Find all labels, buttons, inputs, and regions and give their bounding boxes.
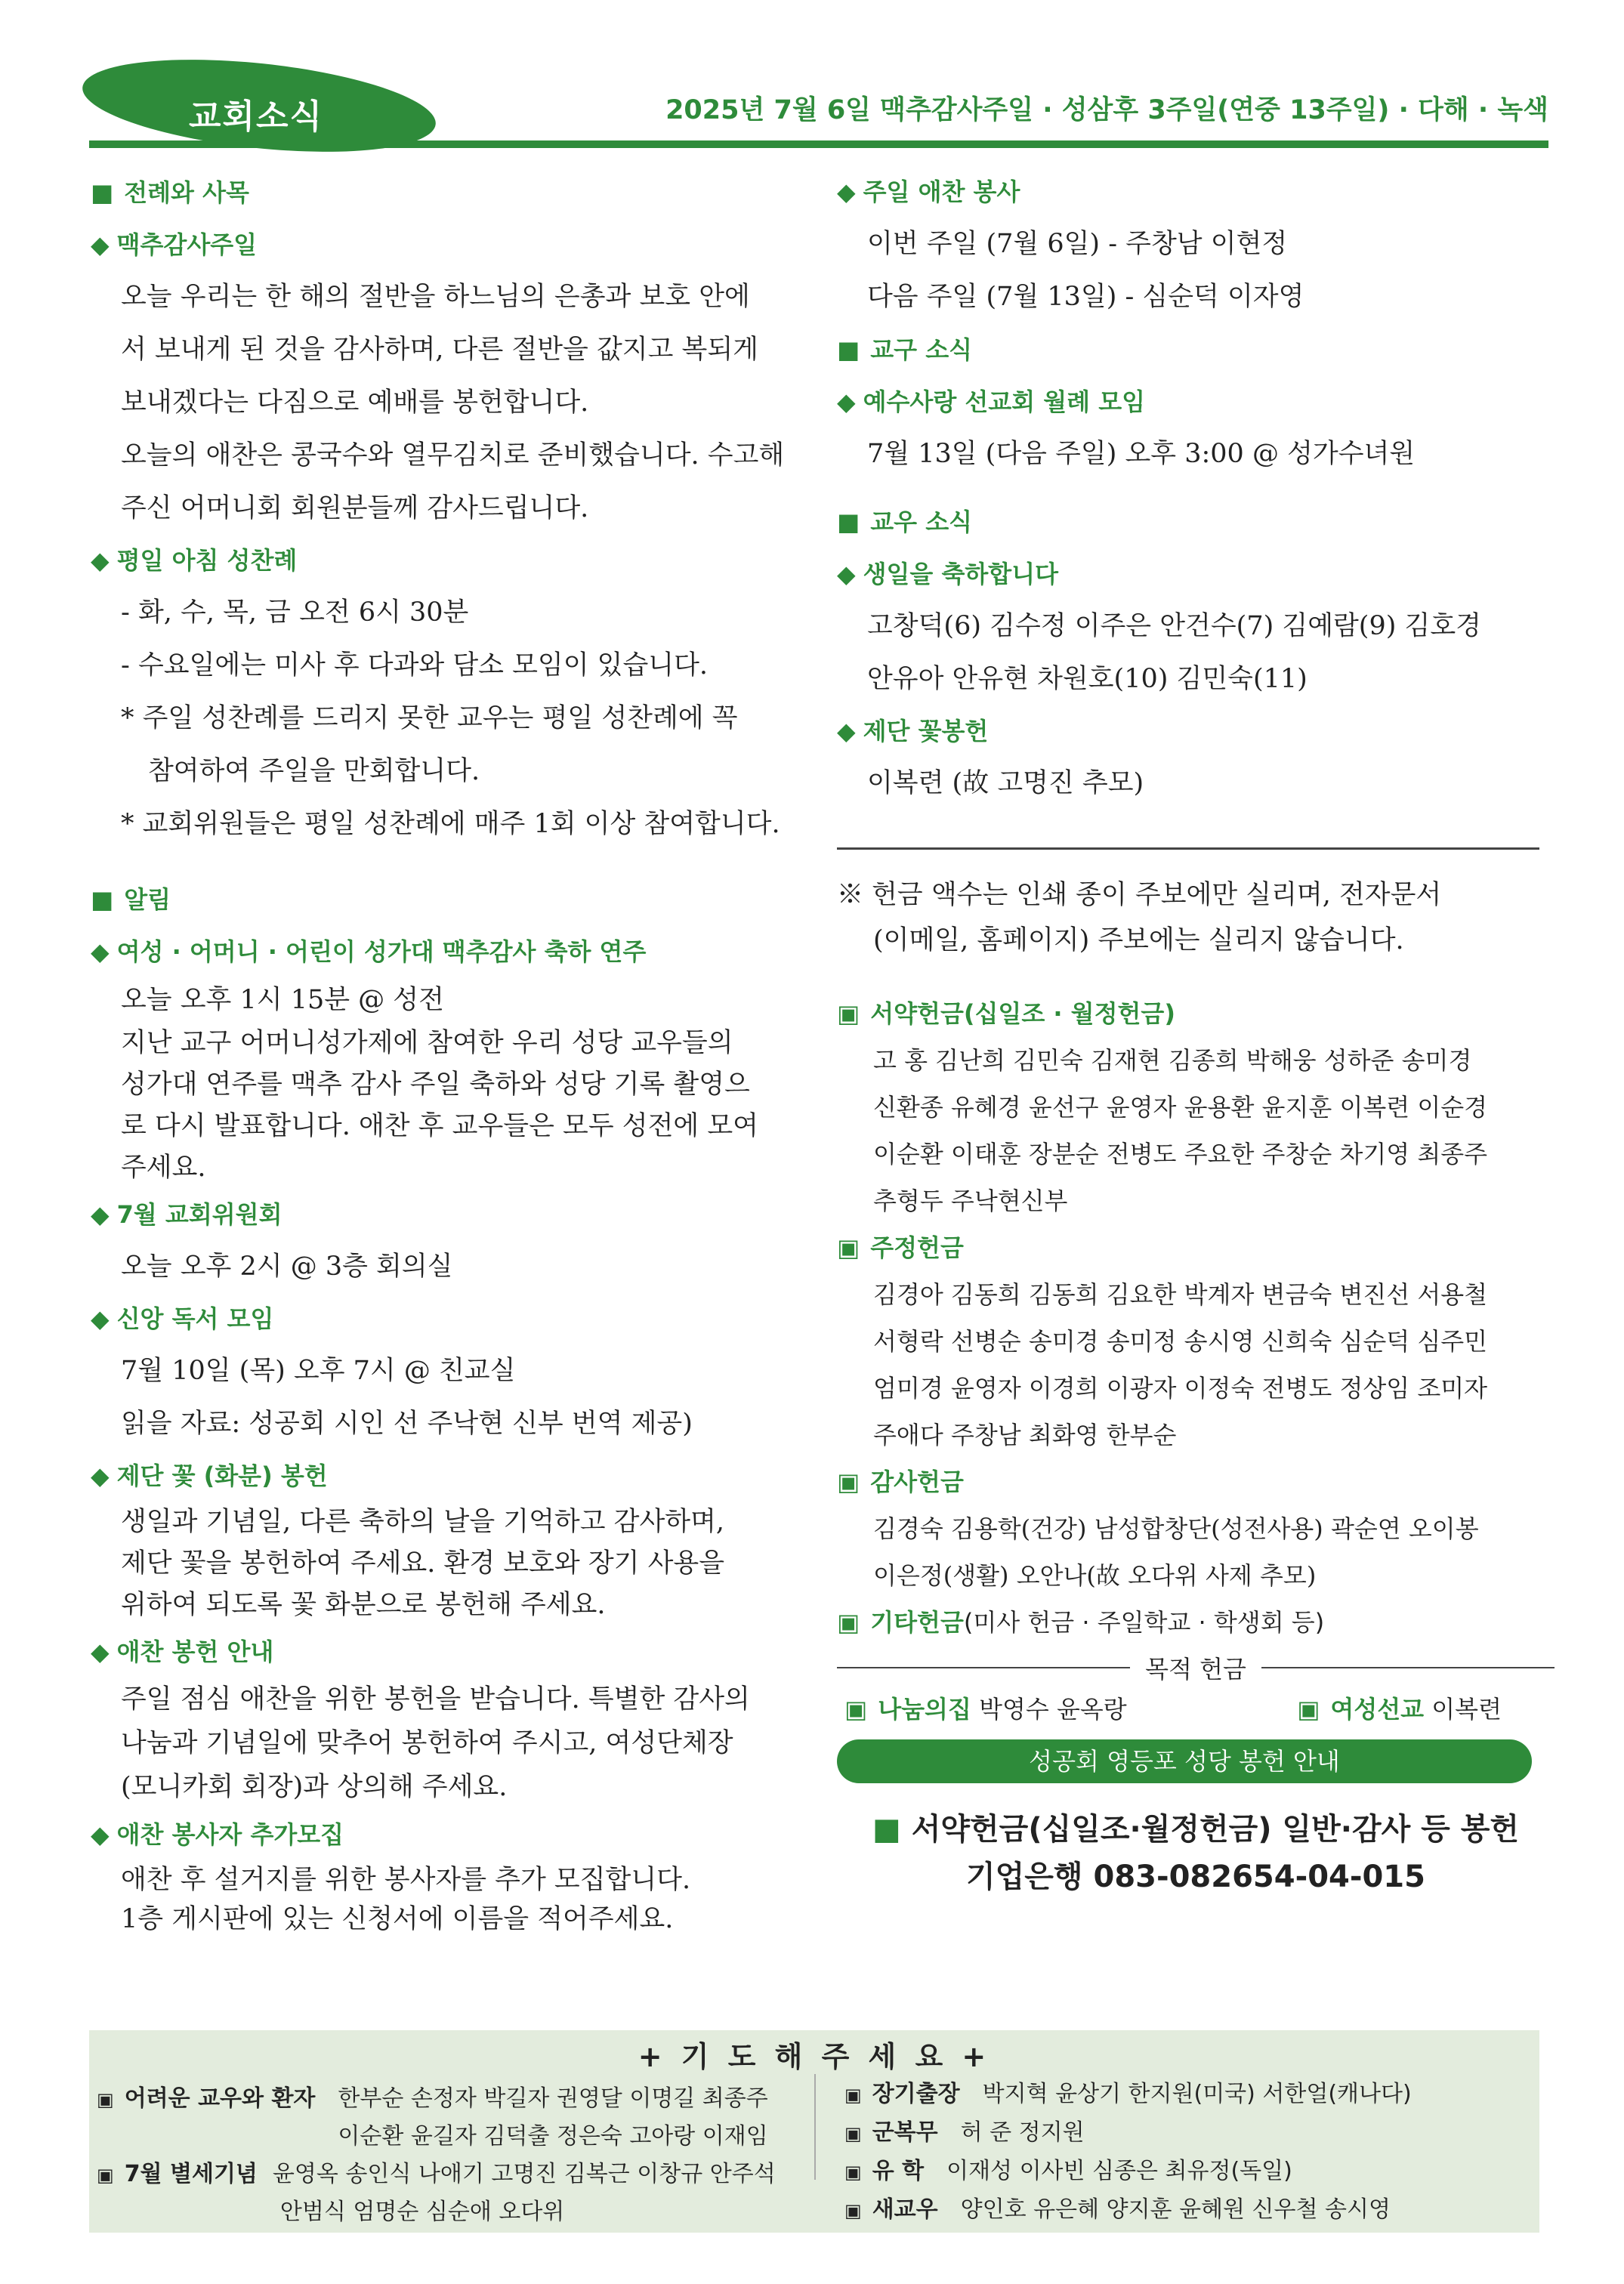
text-line: 지난 교구 어머니성가제에 참여한 우리 성당 교우들의	[121, 1028, 733, 1058]
prayer-row-names: 박지혁 윤상기 한지원(미국) 서한얼(캐나다)	[982, 2081, 1412, 2107]
prayer-row	[844, 2114, 1524, 2153]
meal-service-text	[837, 218, 1555, 323]
heading-weekly-offering: ▣ 주정헌금	[837, 1224, 1555, 1271]
text-line: 김경아 김동희 김동희 김요한 박계자 변금숙 변진선 서용철	[873, 1280, 1488, 1309]
text-line: 애찬 후 설거지를 위한 봉사자를 추가 모집합니다.	[121, 1865, 691, 1895]
heading-book-club: ◆ 신앙 독서 모임	[91, 1293, 816, 1344]
volunteer-text	[91, 1860, 816, 1939]
heading-meal-service: ◆ 주일 애찬 봉사	[837, 166, 1555, 218]
text-line: 나눔과 기념일에 맞추어 봉헌하여 주시고, 여성단체장	[121, 1728, 733, 1758]
section-diocese: ■ 교구 소식	[837, 323, 1555, 376]
prayer-row-label: ▣ 유 학	[844, 2153, 924, 2191]
text-line: 생일과 기념일, 다른 축하의 날을 기억하고 감사하며,	[121, 1507, 725, 1537]
prayer-row-label: ▣ 어려운 교우와 환자	[97, 2080, 315, 2156]
heading-mission: ◆ 예수사랑 선교회 월례 모임	[837, 376, 1555, 427]
divider	[837, 847, 1539, 850]
weekly-names	[837, 1271, 1555, 1458]
divider-line	[1261, 1667, 1555, 1668]
text-line: 오늘 우리는 한 해의 절반을 하느님의 은총과 보호 안에	[121, 282, 750, 312]
text-line: 한부순 손정자 박길자 권영달 이명길 최종주	[338, 2085, 768, 2112]
women-mission-label: ▣ 여성선교	[1297, 1695, 1424, 1724]
text-line: 이번 주일 (7월 6일) - 주창남 이현정	[867, 229, 1288, 259]
offering-guide-banner: 성공회 영등포 성당 봉헌 안내	[837, 1739, 1532, 1783]
text-line: 위하여 되도록 꽃 화분으로 봉헌해 주세요.	[121, 1590, 606, 1620]
text-line: 참여하여 주일을 만회합니다.	[148, 756, 480, 786]
divider-line	[837, 1667, 1130, 1668]
text-line: 오늘 오후 2시 @ 3층 회의실	[121, 1252, 453, 1282]
prayer-row	[844, 2076, 1524, 2114]
women-mission-offering	[1297, 1687, 1502, 1732]
meal-text	[91, 1678, 816, 1809]
page-title: 교회소식	[189, 97, 324, 136]
text-line: 이은정(생활) 오안나(故 오다위 사제 추모)	[873, 1561, 1317, 1590]
prayer-row-label: ▣ 7월 별세기념	[97, 2156, 258, 2231]
heading-birthday: ◆ 생일을 축하합니다	[837, 548, 1555, 600]
text-line: 다음 주일 (7월 13일) - 심순덕 이자영	[867, 282, 1304, 312]
text-line: 1층 게시판에 있는 신청서에 이름을 적어주세요.	[121, 1904, 674, 1934]
heading-thanks-offering: ▣ 감사헌금	[837, 1458, 1555, 1505]
text-line: 서형락 선병순 송미경 송미정 송시영 신희숙 심순덕 심주민	[873, 1327, 1488, 1356]
text-line: (이메일, 홈페이지) 주보에는 실리지 않습니다.	[873, 925, 1404, 955]
prayer-row-names	[338, 2080, 767, 2156]
prayer-row-names	[273, 2156, 776, 2231]
text-line: ※ 헌금 액수는 인쇄 종이 주보에만 실리며, 전자문서	[837, 880, 1442, 910]
prayer-title: + 기 도 해 주 세 요 +	[638, 2040, 991, 2073]
text-line: (모니카회 회장)과 상의해 주세요.	[121, 1772, 508, 1802]
text-line: 고 홍 김난희 김민숙 김재현 김종희 박해웅 성하준 송미경	[873, 1046, 1472, 1075]
thanks-offering-names	[837, 1505, 1555, 1599]
text-line: 추형두 주낙현신부	[873, 1187, 1068, 1215]
prayer-row-names: 허 준 정지원	[960, 2119, 1085, 2146]
birthday-text	[837, 600, 1555, 705]
weekday-text	[91, 586, 816, 850]
altar-text	[837, 757, 1555, 810]
mission-text	[837, 427, 1555, 480]
text-line: 윤영옥 송인식 나애기 고명진 김복근 이창규 안주석	[272, 2161, 776, 2187]
prayer-row	[844, 2153, 1524, 2191]
prayer-box	[89, 2030, 1539, 2233]
text-line: 서 보내게 된 것을 감사하며, 다른 절반을 값지고 복되게	[121, 335, 758, 365]
text-line: 김경숙 김용학(건강) 남성합창단(성전사용) 곽순연 오이봉	[873, 1514, 1479, 1543]
section-notice: ■ 알림	[91, 873, 816, 926]
text-line: 안범식 엄명순 심순애 오다위	[279, 2199, 565, 2225]
text-line: 주일 점심 애찬을 위한 봉헌을 받습니다. 특별한 감사의	[121, 1684, 750, 1715]
bank-info-title: ■ 서약헌금(십일조·월정헌금) 일반·감사 등 봉헌	[837, 1806, 1555, 1853]
section-members: ■ 교우 소식	[837, 495, 1555, 548]
text-line: 보내겠다는 다짐으로 예배를 봉헌합니다.	[121, 387, 589, 418]
text-line: 주애다 주창남 최화영 한부순	[873, 1421, 1177, 1449]
text-line: 신환종 유혜경 윤선구 윤영자 윤용환 윤지훈 이복련 이순경	[873, 1093, 1488, 1122]
text-line: 오늘 오후 1시 15분 @ 성전	[121, 985, 444, 1015]
header-date: 2025년 7월 6일 맥추감사주일 · 성삼후 3주일(연중 13주일) · 다해 · 녹색	[665, 95, 1548, 125]
prayer-row-names: 이재성 이사빈 심종은 최유정(독일)	[946, 2158, 1292, 2184]
right-column	[837, 166, 1555, 1901]
prayer-row	[97, 2080, 807, 2156]
text-line: - 화, 수, 목, 금 오전 6시 30분	[121, 597, 469, 628]
prayer-separator	[814, 2074, 816, 2180]
council-text	[91, 1240, 816, 1293]
text-line: 이복련 (故 고명진 추모)	[867, 768, 1144, 798]
purpose-label: 목적 헌금	[1145, 1655, 1246, 1684]
text-line: 7월 13일 (다음 주일) 오후 3:00 @ 성가수녀원	[867, 439, 1416, 469]
heading-choir: ◆ 여성 · 어머니 · 어린이 성가대 맥추감사 축하 연주	[91, 926, 816, 977]
text-line: 읽을 자료: 성공회 시인 선 주낙현 신부 번역 제공)	[121, 1409, 693, 1439]
heading-council: ◆ 7월 교회위원회	[91, 1189, 816, 1240]
tithe-names	[837, 1037, 1555, 1224]
prayer-left	[97, 2080, 807, 2231]
sharing-names: 박영수 윤옥랑	[979, 1695, 1127, 1724]
heading-meal-offering: ◆ 애찬 봉헌 안내	[91, 1626, 816, 1678]
prayer-row-names: 양인호 유은혜 양지훈 윤혜원 신우철 송시영	[960, 2196, 1391, 2223]
other-offering-note: (미사 헌금 · 주일학교 · 학생회 등)	[963, 1608, 1325, 1637]
heading-other-offering	[837, 1599, 1555, 1646]
heading-volunteers: ◆ 애찬 봉사자 추가모집	[91, 1809, 816, 1860]
heading-altar-flower-offering: ◆ 제단 꽃봉헌	[837, 705, 1555, 757]
heading-altar-flowers: ◆ 제단 꽃 (화분) 봉헌	[91, 1450, 816, 1502]
prayer-row-label: ▣ 장기출장	[844, 2076, 960, 2114]
text-line: 엄미경 윤영자 이경희 이광자 이정숙 전병도 정상임 조미자	[873, 1374, 1488, 1403]
text-line: 주세요.	[121, 1153, 206, 1183]
text-line: * 교회위원들은 평일 성찬례에 매주 1회 이상 참여합니다.	[121, 809, 780, 839]
heading-thanksgiving: ◆ 맥추감사주일	[91, 219, 816, 270]
bank-account: 기업은행 083-082654-04-015	[966, 1860, 1425, 1894]
thanksgiving-text	[91, 270, 816, 535]
text-line: 제단 꽃을 봉헌하여 주세요. 환경 보호와 장기 사용을	[121, 1548, 725, 1579]
text-line: 7월 10일 (목) 오후 7시 @ 친교실	[121, 1356, 516, 1386]
prayer-row-label: ▣ 군복무	[844, 2114, 938, 2153]
purpose-offerings	[837, 1687, 1555, 1732]
prayer-right	[844, 2076, 1524, 2230]
text-line: - 수요일에는 미사 후 다과와 담소 모임이 있습니다.	[121, 650, 709, 681]
section-liturgy: ■ 전례와 사목	[91, 166, 816, 219]
book-text	[91, 1344, 816, 1450]
text-line: 오늘의 애찬은 콩국수와 열무김치로 준비했습니다. 수고해	[121, 440, 785, 471]
prayer-row	[97, 2156, 807, 2231]
text-line: 이순환 윤길자 김덕출 정은숙 고아랑 이재임	[338, 2123, 768, 2150]
text-line: 고창덕(6) 김수정 이주은 안건수(7) 김예람(9) 김호경	[867, 611, 1481, 641]
text-line: 주신 어머니회 회원분들께 감사드립니다.	[121, 493, 589, 523]
text-line: 로 다시 발표합니다. 애찬 후 교우들은 모두 성전에 모여	[121, 1111, 758, 1141]
text-line: * 주일 성찬례를 드리지 못한 교우는 평일 성찬례에 꼭	[121, 703, 738, 733]
flower-text	[91, 1502, 816, 1626]
sharing-label: ▣ 나눔의집	[844, 1695, 971, 1724]
heading-weekday-eucharist: ◆ 평일 아침 성찬례	[91, 535, 816, 586]
other-offering-label: 기타헌금	[870, 1608, 964, 1637]
choir-text	[91, 977, 816, 1189]
sharing-offering	[844, 1687, 1127, 1732]
header-rule	[89, 140, 1548, 148]
text-line: 이순환 이태훈 장분순 전병도 주요한 주창순 차기영 최종주	[873, 1140, 1488, 1168]
prayer-row-label: ▣ 새교우	[844, 2191, 938, 2230]
text-line: 안유아 안유현 차원호(10) 김민숙(11)	[867, 664, 1308, 694]
purpose-divider	[837, 1649, 1555, 1687]
offering-note	[837, 872, 1555, 963]
text-line: 성가대 연주를 맥추 감사 주일 축하와 성당 기록 촬영으	[121, 1069, 750, 1100]
prayer-row	[844, 2191, 1524, 2230]
left-column	[91, 166, 816, 1939]
women-mission-names: 이복련	[1431, 1695, 1502, 1724]
heading-tithe: ▣ 서약헌금(십일조 · 월정헌금)	[837, 990, 1555, 1037]
